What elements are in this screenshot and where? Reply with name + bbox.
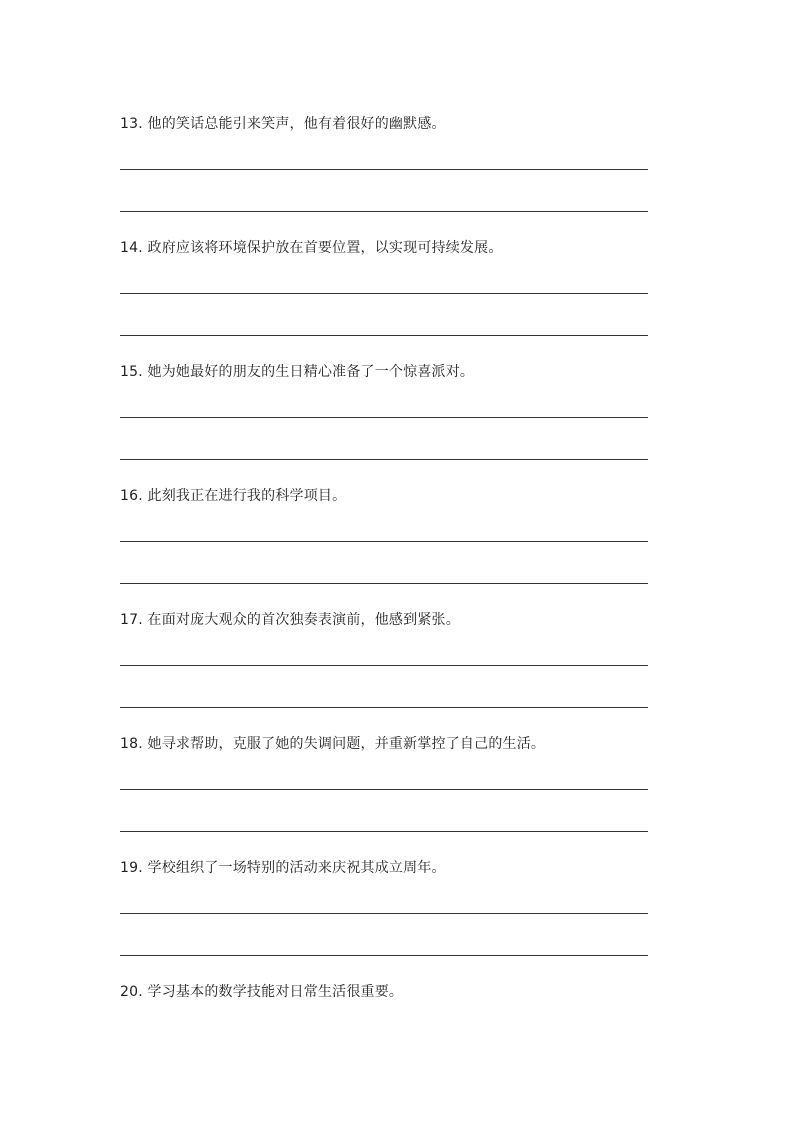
question-text: 16. 此刻我正在进行我的科学项目。: [120, 488, 347, 504]
answer-line: [120, 459, 648, 460]
question-13: [120, 115, 648, 239]
question-15: [120, 363, 648, 487]
answer-line: [120, 913, 648, 914]
answer-line: [120, 335, 648, 336]
question-text: 17. 在面对庞大观众的首次独奏表演前，他感到紧张。: [120, 612, 460, 628]
question-text: 13. 他的笑话总能引来笑声，他有着很好的幽默感。: [120, 116, 446, 132]
question-18: [120, 735, 648, 859]
question-14: [120, 239, 648, 363]
question-text: 18. 她寻求帮助，克服了她的失调问题，并重新掌控了自己的生活。: [120, 736, 546, 752]
answer-line: [120, 583, 648, 584]
answer-line: [120, 417, 648, 418]
answer-line: [120, 541, 648, 542]
question-text: 20. 学习基本的数学技能对日常生活很重要。: [120, 984, 404, 1000]
answer-line: [120, 293, 648, 294]
question-text: 14. 政府应该将环境保护放在首要位置，以实现可持续发展。: [120, 240, 503, 256]
question-16: [120, 487, 648, 611]
answer-line: [120, 169, 648, 170]
answer-line: [120, 665, 648, 666]
question-text: 19. 学校组织了一场特别的活动来庆祝其成立周年。: [120, 860, 446, 876]
answer-line: [120, 955, 648, 956]
question-20: [120, 983, 648, 1023]
question-19: [120, 859, 648, 983]
answer-line: [120, 211, 648, 212]
answer-line: [120, 707, 648, 708]
question-17: [120, 611, 648, 735]
answer-line: [120, 831, 648, 832]
answer-line: [120, 789, 648, 790]
question-text: 15. 她为她最好的朋友的生日精心准备了一个惊喜派对。: [120, 364, 475, 380]
